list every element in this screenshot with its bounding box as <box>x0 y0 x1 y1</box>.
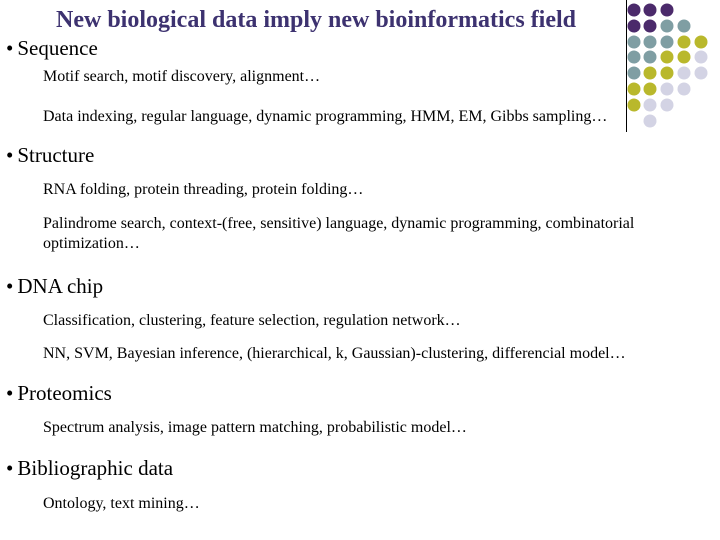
decoration-dot <box>628 51 641 64</box>
bullet-marker: • <box>6 381 14 405</box>
decoration-dot <box>644 115 657 128</box>
decoration-dot <box>644 20 657 33</box>
bullet-bibliographic-data <box>6 455 173 481</box>
vertical-rule <box>626 0 627 132</box>
decoration-dot <box>661 20 674 33</box>
decoration-dot <box>628 99 641 112</box>
bullet-structure <box>6 142 94 168</box>
decoration-dot <box>644 36 657 49</box>
decoration-dot <box>695 67 708 80</box>
decoration-dot <box>695 36 708 49</box>
decoration-dot <box>628 67 641 80</box>
bullet-sequence <box>6 35 98 61</box>
sub-item: Palindrome search, context-(free, sensitive) language, dynamic programming, combinatorial optimization… <box>43 215 635 252</box>
slide-title: New biological data imply new bioinformatics field <box>56 7 576 33</box>
bullet-proteomics <box>6 380 112 406</box>
decoration-dot <box>644 99 657 112</box>
bullet-heading: Bibliographic data <box>17 456 174 480</box>
decoration-dot <box>644 83 657 96</box>
sub-item: NN, SVM, Bayesian inference, (hierarchical, k, Gaussian)-clustering, differencial model… <box>43 345 626 362</box>
bullet-marker: • <box>6 36 14 60</box>
decoration-dot <box>644 67 657 80</box>
decoration-dot <box>661 51 674 64</box>
decoration-dot <box>628 83 641 96</box>
bullet-heading: Structure <box>17 143 95 167</box>
bullet-dna-chip <box>6 273 103 299</box>
decoration-dot <box>628 36 641 49</box>
decoration-dot <box>644 51 657 64</box>
sub-item: Spectrum analysis, image pattern matching, probabilistic model… <box>43 419 467 436</box>
sub-item: Ontology, text mining… <box>43 495 200 512</box>
bullet-marker: • <box>6 143 14 167</box>
bullet-marker: • <box>6 456 14 480</box>
bullet-heading: Sequence <box>17 36 98 60</box>
bullet-marker: • <box>6 274 14 298</box>
dot-grid-decoration <box>616 0 720 135</box>
bullet-heading: DNA chip <box>17 274 104 298</box>
sub-item: Classification, clustering, feature selection, regulation network… <box>43 312 461 329</box>
decoration-dot <box>661 36 674 49</box>
sub-item: Data indexing, regular language, dynamic programming, HMM, EM, Gibbs sampling… <box>43 108 608 125</box>
decoration-dot <box>644 4 657 17</box>
decoration-dot <box>695 51 708 64</box>
decoration-dot <box>678 67 691 80</box>
sub-item: Motif search, motif discovery, alignment… <box>43 68 321 85</box>
decoration-dot <box>661 99 674 112</box>
decoration-dot <box>628 20 641 33</box>
decoration-dot <box>661 4 674 17</box>
decoration-dot <box>678 36 691 49</box>
decoration-dot <box>661 83 674 96</box>
sub-item: RNA folding, protein threading, protein folding… <box>43 181 364 198</box>
bullet-heading: Proteomics <box>17 381 112 405</box>
decoration-dot <box>678 83 691 96</box>
decoration-dot <box>661 67 674 80</box>
decoration-dot <box>628 4 641 17</box>
decoration-dot <box>678 20 691 33</box>
decoration-dot <box>678 51 691 64</box>
